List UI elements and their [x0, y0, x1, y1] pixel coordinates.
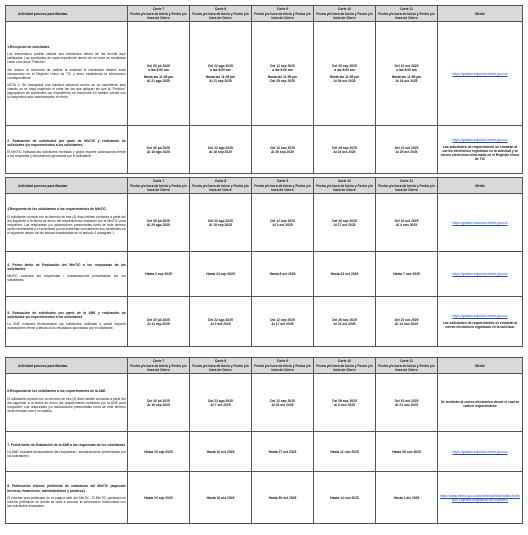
corte-sub: Fecha y/o hora de Inicio y Fecha y/o hora de Cierre [254, 363, 311, 372]
schedule-table-2 [5, 177, 523, 347]
header-medio: Medio [438, 6, 523, 22]
header-medio: Medio [438, 178, 523, 194]
activity-title: 3.Respuesta de los solicitantes a los requerimientos de MinTIC. [7, 207, 107, 212]
corte-sub: Fecha y/o hora de Inicio y Fecha y/o hora de Cierre [316, 11, 373, 20]
date-cell-corte-8 [190, 126, 252, 174]
gestion-espectro-link[interactable]: https://gestion-espectro.mintic.gov.co/ [452, 449, 508, 454]
date-text: Del 30 jul 2025 [147, 145, 170, 150]
date-text: Al 3 oct 2025 [272, 222, 293, 227]
corte-sub: Fecha y/o hora de Inicio y Fecha y/o hora de Cierre [316, 183, 373, 192]
header-corte-8 [190, 358, 252, 374]
date-cell-corte-7 [128, 297, 190, 347]
date-cell-corte-8: Hasta 16 oct 2025 [190, 472, 252, 524]
date-text: Al 14 nov 2025 [395, 321, 418, 326]
date-text: Del 22 ago 2025 [208, 218, 233, 223]
corte-label: Corte 9 [276, 179, 289, 184]
date-cell-corte-7: Hasta 19 sep 2025 [128, 432, 190, 472]
date-text: Del 22 ago 2025 [208, 398, 233, 403]
activity-text: La ANE evaluará técnicamente las solicitudes recibidas y podrá requerir aclaraciones frente a temas a los resultados apuntados por el solicitante. [7, 321, 126, 330]
activity-cell [6, 126, 128, 174]
date-text: Del 26 sep 2025 [332, 145, 357, 150]
corte-label: Corte 8 [214, 7, 227, 12]
corte-label: Corte 7 [152, 359, 165, 364]
activity-text: El solicitante contará con un término de tres (3) días hábiles contados a partir del día siguiente a la fecha de envío del requerimiento realizado por la ANE para responder. Las respuestas y/o aclaraciones presentadas fuera de este término serán tenidas como no válidas. [7, 396, 126, 413]
activity-text: El informe será publicado en la página web del MinTIC. El MinTIC publicará un informe preliminar en donde se dará a conocer la información relacionada con las solicitudes evaluadas. [7, 495, 126, 508]
medio-cell [438, 126, 523, 174]
date-text: Del 26 sep 2025 [332, 64, 357, 68]
date-text: Del 12 sep 2025 [270, 398, 295, 403]
header-actividad: Actividad proceso para Bandas [6, 178, 128, 194]
schedule-table-1 [5, 5, 523, 174]
date-text: Al 17 oct 2025 [333, 222, 356, 227]
date-text: Al 11 sep 2025 [147, 321, 170, 326]
date-text: Del 12 sep 2025 [270, 64, 295, 68]
activity-title: 7. Fecha límite de Evaluación de la ANE a las respuestas de los solicitantes [7, 442, 126, 447]
table-row-1 [6, 22, 523, 126]
date-text: Del 30 jul 2025 [147, 218, 170, 223]
medio-cell [438, 194, 523, 252]
activity-text: Así mismo al momento de radicar la solicitud el interesado deberá estar incorporado en el Registro Único de TIC y tener establecida la información correspondiente. [7, 67, 126, 80]
date-text: Del 26 sep 2025 [332, 398, 357, 403]
gestion-espectro-link[interactable]: https://gestion-espectro.mintic.gov.co/ [452, 220, 508, 225]
date-text: Al 11 sep 2025 [209, 79, 232, 84]
date-text: Del 26 sep 2025 [332, 317, 357, 322]
date-cell-corte-9 [252, 126, 314, 174]
date-text: Hasta las 11:59 pm [329, 75, 360, 80]
activity-cell [6, 374, 128, 432]
activity-text: MinTIC evaluará las respuestas / subsanaciones presentadas por los solicitantes. [7, 274, 126, 283]
date-text: Al 24 oct 2025 [395, 79, 418, 84]
date-cell-corte-9: Hasta 27 oct 2025 [252, 432, 314, 472]
date-text: Al 30 sep 2025 [271, 149, 294, 154]
date-cell-corte-8 [190, 194, 252, 252]
date-text: a las 8:00 am [396, 68, 417, 73]
date-cell-corte-7 [128, 22, 190, 126]
date-cell-corte-9 [252, 374, 314, 432]
date-cell-corte-11: Hasta 26 nov 2025 [376, 432, 438, 472]
corte-sub: Fecha y/o hora de Inicio y Fecha y/o hora de Cierre [254, 183, 311, 192]
date-text: Al 2 oct 2025 [210, 321, 231, 326]
date-cell-corte-9 [252, 194, 314, 252]
corte-sub: Fecha y/o hora de Inicio y Fecha y/o hora de Cierre [192, 183, 249, 192]
header-corte-9 [252, 358, 314, 374]
date-text: Al 21 nov 2025 [395, 402, 418, 407]
corte-sub: Fecha y/o hora de Inicio y Fecha y/o hora de Cierre [130, 183, 187, 192]
corte-label: Corte 10 [337, 7, 352, 12]
corte-sub: Fecha y/o hora de Inicio y Fecha y/o hora de Cierre [378, 183, 435, 192]
date-text: Del 10 oct 2025 [394, 64, 419, 68]
mintic-microsite-link[interactable]: https://www.mintic.gov.co/portal/inicio/Micrositios/Seleccion-Objetiva-Asignacion-de-Espectro/ [439, 493, 520, 502]
header-row [6, 178, 523, 194]
header-corte-10 [314, 358, 376, 374]
activity-cell [6, 22, 128, 126]
header-corte-10 [314, 6, 376, 22]
date-cell-corte-7: Hasta 3 sep 2025 [128, 252, 190, 297]
activity-text: Los interesados podrán radicar sus solicitudes dentro de las fechas aquí señaladas. Las solicitudes de cada expediente dentro de un corte se tramitarán como una única "Petición". [7, 52, 126, 65]
medio-cell [438, 472, 523, 524]
date-text: a las 8:00 am [210, 68, 231, 73]
medio-note: Se recibirán al correo electrónico desde el cual se realizó requerimiento [440, 400, 520, 409]
date-text: Hasta las 11:59 pm [267, 75, 298, 80]
activity-title: 5. Evaluación de solicitudes por parte de la ANE y realización de solicitudes y/o requerimientos a los solicitantes [7, 310, 126, 319]
header-row [6, 358, 523, 374]
header-corte-10 [314, 178, 376, 194]
corte-label: Corte 10 [337, 179, 352, 184]
date-text: Del 22 ago 2025 [208, 317, 233, 322]
activity-title: 2. Evaluación de solicitudes por parte de MinTIC y realización de solicitudes y/o requerimientos a los solicitantes. [7, 138, 126, 147]
date-text: Al 31 oct 2025 [333, 321, 356, 326]
corte-sub: Fecha y/o hora de Inicio y Fecha y/o hora de Cierre [130, 11, 187, 20]
date-text: Del 10 oct 2025 [394, 218, 419, 223]
header-row [6, 6, 523, 22]
date-cell-corte-11 [376, 297, 438, 347]
schedule-table-3 [5, 357, 523, 524]
date-text: Al 15 oct 2025 [333, 149, 356, 154]
medio-cell [438, 252, 523, 297]
activity-text: La ANE evaluará técnicamente las respuestas / subsanaciones presentadas por los solicitantes [7, 449, 126, 458]
table-row-5 [6, 297, 523, 347]
date-text: Al 4 nov 2025 [395, 222, 418, 227]
date-text: Al 22 oct 2025 [271, 402, 294, 407]
date-text: Hasta las 11:59 pm [391, 75, 422, 80]
date-cell-corte-9 [252, 22, 314, 126]
header-actividad: Actividad proceso para Bandas [6, 358, 128, 374]
date-text: a las 8:00 am [334, 68, 355, 73]
medio-note: Las solicitudes de requerimiento se enviarán al correo electrónico registrado en la solicitud. [442, 321, 518, 330]
date-cell-corte-10 [314, 126, 376, 174]
corte-label: Corte 8 [214, 179, 227, 184]
date-cell-corte-10: Hasta 11 nov 2025 [314, 432, 376, 472]
corte-sub: Fecha y/o hora de Inicio y Fecha y/o hora de Cierre [254, 11, 311, 20]
date-cell-corte-11 [376, 374, 438, 432]
header-corte-7 [128, 178, 190, 194]
date-text: Al 6 nov 2025 [333, 402, 356, 407]
activity-text: El MinTIC evaluará las solicitudes recibidas y podrá requerir aclaraciones frente a los requisitos y documentos aportados por el solicitante. [7, 149, 126, 158]
activity-title: 6.Respuesta de los solicitantes a los requerimientos de la ANE. [7, 389, 107, 394]
table-row-8 [6, 472, 523, 524]
medio-cell [438, 432, 523, 472]
corte-sub: Fecha y/o hora de Inicio y Fecha y/o hora de Cierre [316, 363, 373, 372]
date-text: Al 16 sep 2025 [209, 149, 232, 154]
medio-cell [438, 22, 523, 126]
table-row-7 [6, 432, 523, 472]
date-cell-corte-7: Hasta 24 sep 2025 [128, 472, 190, 524]
header-corte-9 [252, 6, 314, 22]
date-cell-corte-9: Hasta 8 oct 2025 [252, 252, 314, 297]
header-corte-11 [376, 178, 438, 194]
date-cell-corte-8: Hasta 10 oct 2025 [190, 432, 252, 472]
corte-sub: Fecha y/o hora de Inicio y Fecha y/o hora de Cierre [192, 363, 249, 372]
header-actividad: Actividad proceso para Bandas [6, 6, 128, 22]
medio-note: Las solicitudes de requerimiento se enviarán al correo electrónico registrado en la solicitud y al correo electrónico informado en el Registro Único de TIC [440, 145, 520, 162]
medio-cell [438, 297, 523, 347]
date-text: Al 09 oct 2025 [333, 79, 356, 84]
date-text: Del 26 sep 2025 [332, 218, 357, 223]
activity-title: 1.Recepción de solicitudes [7, 45, 50, 50]
date-cell-corte-10 [314, 374, 376, 432]
date-cell-corte-11 [376, 22, 438, 126]
date-cell-corte-10: Hasta 14 nov 2025 [314, 472, 376, 524]
corte-label: Corte 11 [399, 359, 413, 364]
activity-title: 4. Fecha límite de Evaluación del MinTIC a los respuestas de los solicitantes [7, 263, 126, 272]
date-text: Al 19 sep 2025 [209, 222, 232, 227]
header-corte-8 [190, 6, 252, 22]
date-text: Al 7 oct 2025 [210, 402, 231, 407]
corte-label: Corte 11 [399, 179, 413, 184]
date-text: Del 22 ago 2025 [208, 145, 233, 150]
date-text: Del 10 oct 2025 [394, 145, 419, 150]
activity-cell [6, 472, 128, 524]
corte-sub: Fecha y/o hora de Inicio y Fecha y/o hora de Cierre [130, 363, 187, 372]
date-text: Al 29 ago 2025 [147, 222, 170, 227]
corte-label: Corte 11 [399, 7, 413, 12]
date-cell-corte-10 [314, 194, 376, 252]
date-cell-corte-7 [128, 194, 190, 252]
date-text: Del 12 sep 2025 [270, 317, 295, 322]
activity-cell [6, 194, 128, 252]
corte-label: Corte 8 [214, 359, 227, 364]
date-text: a las 8:00 am [272, 68, 293, 73]
table-row-3 [6, 194, 523, 252]
date-cell-corte-11 [376, 126, 438, 174]
table-row-6 [6, 374, 523, 432]
corte-sub: Fecha y/o hora de Inicio y Fecha y/o hora de Cierre [378, 11, 435, 20]
date-cell-corte-8 [190, 297, 252, 347]
date-text: Del 30 jul 2025 [147, 317, 170, 322]
header-corte-11 [376, 6, 438, 22]
date-cell-corte-10: Hasta 23 oct 2025 [314, 252, 376, 297]
date-text: Del 30 jul 2025 [147, 398, 170, 403]
date-text: a las 8:00 am [148, 68, 169, 73]
header-corte-8 [190, 178, 252, 194]
date-cell-corte-10 [314, 22, 376, 126]
activity-cell [6, 432, 128, 472]
corte-label: Corte 7 [152, 7, 165, 12]
corte-sub: Fecha y/o hora de Inicio y Fecha y/o hora de Cierre [378, 363, 435, 372]
date-text: Del 12 sep 2025 [270, 218, 295, 223]
date-cell-corte-11: Hasta 1 dic 2025 [376, 472, 438, 524]
date-cell-corte-9 [252, 297, 314, 347]
corte-label: Corte 9 [276, 359, 289, 364]
date-text: Al 17 oct 2025 [271, 321, 294, 326]
gestion-espectro-link[interactable]: https://gestion-espectro.mintic.gov.co/ [452, 272, 508, 277]
date-text: Del 25 sep 2025 [270, 79, 295, 84]
date-cell-corte-7 [128, 374, 190, 432]
gestion-espectro-link[interactable]: https://gestion-espectro.mintic.gov.co/ [452, 137, 508, 142]
date-cell-corte-8 [190, 22, 252, 126]
date-cell-corte-8: Hasta 24 sep 2025 [190, 252, 252, 297]
activity-cell [6, 252, 128, 297]
date-text: Del 12 sep 2025 [270, 145, 295, 150]
activity-cell [6, 297, 128, 347]
table-row-2 [6, 126, 523, 174]
corte-label: Corte 10 [337, 359, 352, 364]
date-text: Al 16 sep 2025 [147, 402, 170, 407]
date-cell-corte-10 [314, 297, 376, 347]
corte-sub: Fecha y/o hora de Inicio y Fecha y/o hora de Cierre [192, 11, 249, 20]
activity-title: 8. Publicación informe preliminar de evaluación del MinTIC (aspectos técnicos, financieros, administrativos y jurídicos). [7, 484, 126, 493]
date-text: Al 16 ago 2025 [147, 149, 170, 154]
table-row-4 [6, 252, 523, 297]
date-text: Hasta las 11:59 pm [143, 75, 174, 80]
date-cell-corte-7 [128, 126, 190, 174]
activity-text: El solicitante contará con un término de tres (3) días hábiles contados a partir del día siguiente a la fecha de envío del requerimiento realizado por el MinTIC para responder. Las respuestas y/o aclaraciones presentadas fuera de este término serán rechazadas y el solicitante podrá presentar nuevamente sus solicitudes en el siguiente dentro de las fechas establecidas en el artículo 2 parágrafo 1. [7, 214, 126, 235]
date-text: Del 10 oct 2025 [394, 317, 419, 322]
header-medio: Medio [438, 358, 523, 374]
header-corte-7 [128, 6, 190, 22]
gestion-espectro-link[interactable]: https://gestion-espectro.mintic.gov.co/ [452, 314, 508, 319]
date-cell-corte-11 [376, 194, 438, 252]
date-cell-corte-9: Hasta 30 oct 2025 [252, 472, 314, 524]
date-text: Al 21 ago 2025 [147, 79, 170, 84]
corte-label: Corte 9 [276, 7, 289, 12]
corte-label: Corte 7 [152, 179, 165, 184]
date-cell-corte-8 [190, 374, 252, 432]
header-corte-9 [252, 178, 314, 194]
date-text: Al 29 oct 2025 [395, 149, 418, 154]
medio-cell [438, 374, 523, 432]
date-text: Del 10 oct 2025 [394, 398, 419, 403]
date-text: Hasta las 11:59 pm [205, 75, 236, 80]
header-corte-7 [128, 358, 190, 374]
activity-text: NOTA 1: Se reasignará una solicitud adicional dentro de un expediente solo cuando no se haya superado el corte (en los que aplique) sin que la "Petición" (agrupación de solicitudes por expediente) se encuentre en trámite cuente con su respectivo acto administrativo en firme. [7, 82, 126, 100]
date-text: Del 30 jul 2025 [147, 64, 170, 68]
gestion-espectro-link[interactable]: https://gestion-espectro.mintic.gov.co/ [452, 71, 508, 76]
date-text: Del 22 ago 2025 [208, 64, 233, 68]
date-cell-corte-11: Hasta 7 nov 2025 [376, 252, 438, 297]
header-corte-11 [376, 358, 438, 374]
